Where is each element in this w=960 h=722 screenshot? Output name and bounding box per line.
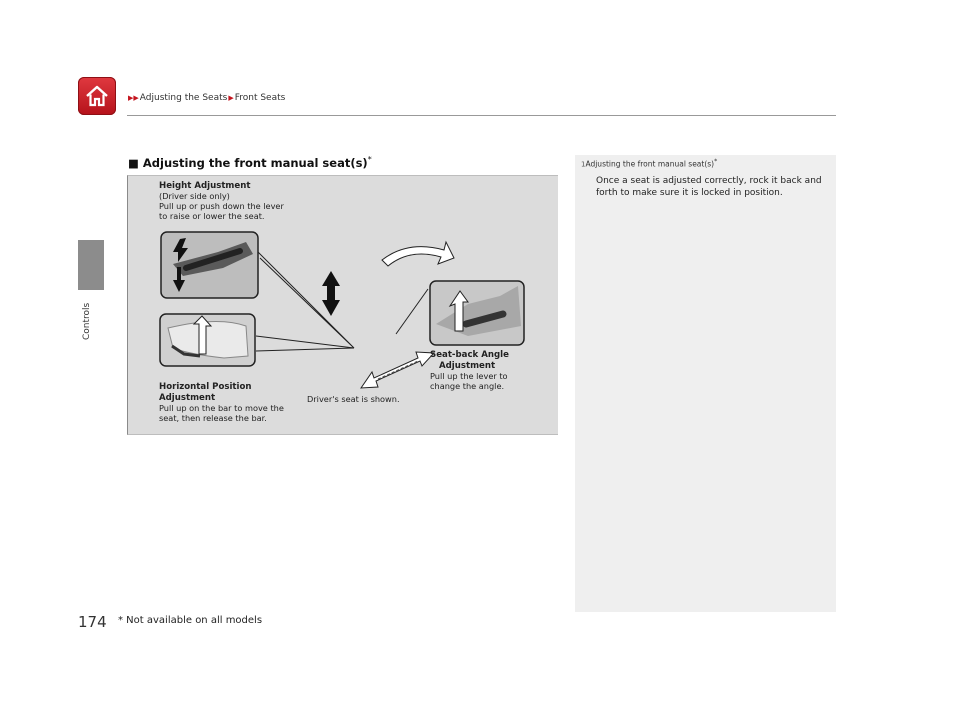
horizontal-bar-inset <box>160 314 255 366</box>
recline-arrow-icon <box>382 242 454 266</box>
note-heading: 1Adjusting the front manual seat(s)* <box>581 158 718 169</box>
breadcrumb <box>127 93 285 103</box>
side-tab-marker <box>78 240 104 290</box>
horizontal-adjustment-label: Horizontal Position Adjustment Pull up on the bar to move the seat, then release the bar. <box>159 382 284 423</box>
footnote: * Not available on all models <box>118 615 263 626</box>
note-text: Once a seat is adjusted correctly, rock it back and forth to make sure it is locked in position. <box>596 176 822 198</box>
height-lever-inset <box>161 232 258 298</box>
seatback-adjustment-label: Seat-back Angle Adjustment Pull up the lever to change the angle. <box>430 350 509 391</box>
height-adjustment-label: Height Adjustment (Driver side only) Pull up or push down the lever to raise or lower the seat. <box>159 181 284 221</box>
section-title-marker: * <box>367 155 372 164</box>
header-divider <box>127 115 836 116</box>
breadcrumb-item[interactable]: Adjusting the Seats <box>139 93 228 103</box>
home-button[interactable] <box>78 77 116 115</box>
seatback-lever-inset <box>430 281 524 345</box>
note-marker-icon: 1 <box>581 160 586 169</box>
figure-caption: Driver's seat is shown. <box>307 394 400 404</box>
home-icon <box>84 83 110 109</box>
section-bullet-icon: ■ <box>128 155 139 170</box>
page-number: 174 <box>78 613 107 631</box>
note-panel <box>575 155 836 612</box>
breadcrumb-item[interactable]: Front Seats <box>234 93 286 103</box>
breadcrumb-arrow-icon: ▶▶ <box>128 94 139 102</box>
height-arrow-icon <box>322 271 340 316</box>
section-title <box>128 155 372 170</box>
section-title-text: Adjusting the front manual seat(s) <box>142 155 368 170</box>
breadcrumb-arrow-icon: ▶ <box>228 94 234 102</box>
seat-adjustment-figure <box>127 175 558 435</box>
side-tab-label: Controls <box>82 302 92 340</box>
